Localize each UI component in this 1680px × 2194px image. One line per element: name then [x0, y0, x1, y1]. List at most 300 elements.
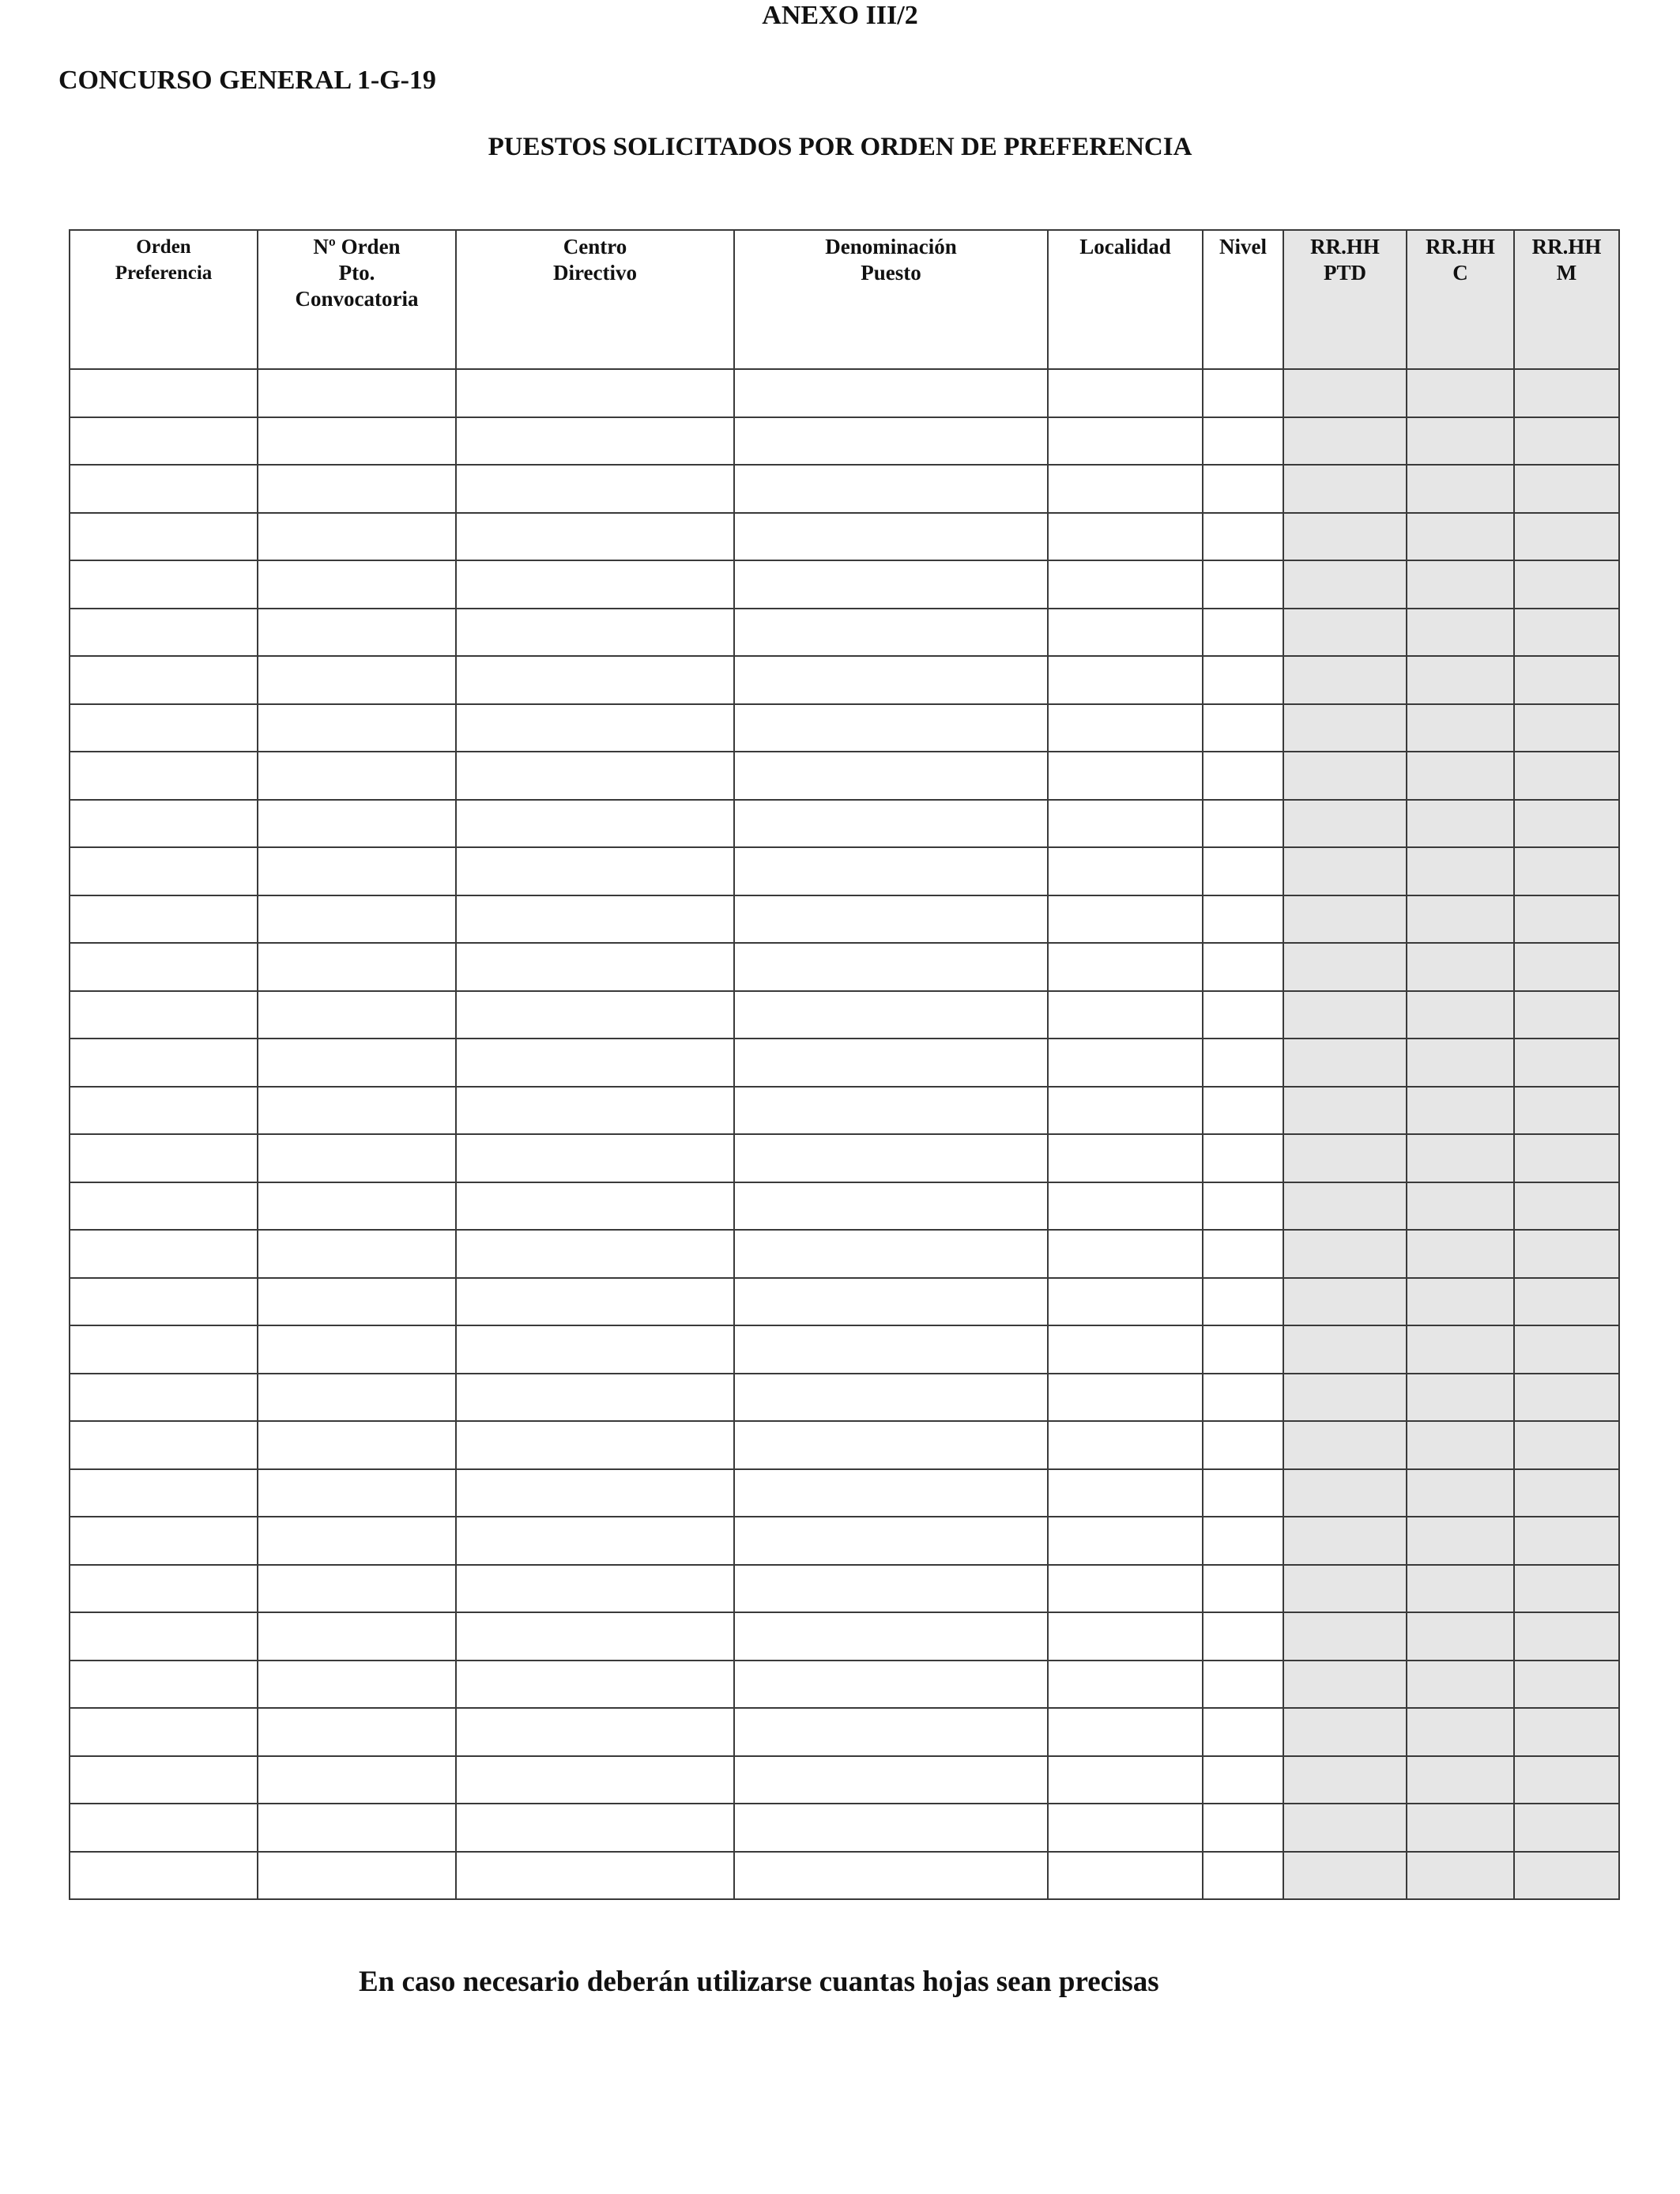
- table-cell: [1048, 752, 1203, 800]
- table-cell: [456, 369, 734, 417]
- table-cell: [70, 369, 258, 417]
- table-cell: [1407, 1565, 1514, 1613]
- table-cell: [258, 560, 456, 609]
- table-cell: [1407, 1469, 1514, 1517]
- table-cell: [1514, 943, 1619, 991]
- table-cell: [734, 1517, 1048, 1565]
- table-cell: [70, 656, 258, 704]
- table-cell: [1203, 1182, 1283, 1231]
- table-cell: [258, 704, 456, 752]
- table-cell: [1514, 1756, 1619, 1804]
- column-header-numero-orden: Nº Orden Pto. Convocatoria: [258, 230, 456, 369]
- table-cell: [1048, 1756, 1203, 1804]
- table-cell: [1048, 1469, 1203, 1517]
- table-cell: [258, 1230, 456, 1278]
- table-cell: [1283, 1804, 1407, 1852]
- table-cell: [70, 1517, 258, 1565]
- table-cell: [1048, 1325, 1203, 1374]
- table-cell: [1203, 1565, 1283, 1613]
- table-cell: [1514, 1612, 1619, 1661]
- table-cell: [1514, 800, 1619, 848]
- table-cell: [258, 752, 456, 800]
- table-cell: [456, 1039, 734, 1087]
- table-cell: [258, 1852, 456, 1900]
- table-row: [70, 560, 1619, 609]
- table-cell: [734, 1039, 1048, 1087]
- table-cell: [1407, 895, 1514, 944]
- table-cell: [1283, 1756, 1407, 1804]
- table-cell: [456, 1374, 734, 1422]
- table-cell: [1203, 1517, 1283, 1565]
- table-cell: [456, 991, 734, 1039]
- table-cell: [1514, 1039, 1619, 1087]
- table-cell: [1048, 1804, 1203, 1852]
- table-cell: [734, 1469, 1048, 1517]
- column-header-nivel: Nivel: [1203, 230, 1283, 369]
- table-cell: [1514, 1134, 1619, 1182]
- table-cell: [456, 1661, 734, 1709]
- table-row: [70, 1325, 1619, 1374]
- table-cell: [1048, 560, 1203, 609]
- table-cell: [456, 609, 734, 657]
- table-cell: [70, 1230, 258, 1278]
- table-cell: [456, 895, 734, 944]
- table-cell: [1048, 1708, 1203, 1756]
- column-header-rrhh-ptd: RR.HH PTD: [1283, 230, 1407, 369]
- column-header-localidad: Localidad: [1048, 230, 1203, 369]
- table-cell: [1048, 513, 1203, 561]
- table-row: [70, 1804, 1619, 1852]
- table-cell: [70, 1469, 258, 1517]
- table-cell: [1514, 656, 1619, 704]
- table-cell: [1048, 1278, 1203, 1326]
- table-row: [70, 991, 1619, 1039]
- table-cell: [1407, 513, 1514, 561]
- annex-title: ANEXO III/2: [762, 1, 918, 30]
- table-cell: [1407, 1039, 1514, 1087]
- table-cell: [1048, 895, 1203, 944]
- table-cell: [456, 847, 734, 895]
- table-cell: [734, 752, 1048, 800]
- table-cell: [258, 656, 456, 704]
- table-cell: [70, 513, 258, 561]
- table-row: [70, 465, 1619, 513]
- table-cell: [1407, 1230, 1514, 1278]
- table-cell: [258, 1469, 456, 1517]
- table-cell: [456, 1134, 734, 1182]
- section-title: PUESTOS SOLICITADOS POR ORDEN DE PREFERENCIA: [488, 133, 1192, 161]
- table-cell: [1407, 1278, 1514, 1326]
- table-cell: [1407, 1612, 1514, 1661]
- table-cell: [1203, 847, 1283, 895]
- table-cell: [1407, 847, 1514, 895]
- table-cell: [1407, 1134, 1514, 1182]
- table-cell: [1514, 369, 1619, 417]
- table-cell: [1283, 1708, 1407, 1756]
- table-cell: [258, 1661, 456, 1709]
- table-cell: [734, 609, 1048, 657]
- table-cell: [258, 1756, 456, 1804]
- table-cell: [1048, 943, 1203, 991]
- table-cell: [258, 1325, 456, 1374]
- table-cell: [1514, 1469, 1619, 1517]
- table-cell: [1514, 991, 1619, 1039]
- table-cell: [1203, 417, 1283, 466]
- table-cell: [1048, 417, 1203, 466]
- table-cell: [1283, 1852, 1407, 1900]
- table-cell: [70, 560, 258, 609]
- table-cell: [734, 1852, 1048, 1900]
- table-cell: [456, 560, 734, 609]
- table-cell: [1283, 943, 1407, 991]
- column-header-denominacion-puesto: Denominación Puesto: [734, 230, 1048, 369]
- table-cell: [734, 1708, 1048, 1756]
- table-cell: [456, 1804, 734, 1852]
- table-cell: [734, 417, 1048, 466]
- table-cell: [456, 513, 734, 561]
- table-cell: [1283, 752, 1407, 800]
- table-cell: [258, 800, 456, 848]
- table-row: [70, 847, 1619, 895]
- table-cell: [1283, 1230, 1407, 1278]
- table-cell: [1048, 656, 1203, 704]
- table-cell: [1514, 560, 1619, 609]
- table-cell: [70, 752, 258, 800]
- table-row: [70, 1852, 1619, 1900]
- table-cell: [70, 609, 258, 657]
- table-cell: [1203, 1469, 1283, 1517]
- table-cell: [1048, 1182, 1203, 1231]
- table-cell: [1203, 1612, 1283, 1661]
- table-row: [70, 1087, 1619, 1135]
- table-row: [70, 943, 1619, 991]
- table-cell: [1407, 1087, 1514, 1135]
- table-cell: [1514, 752, 1619, 800]
- table-row: [70, 1565, 1619, 1613]
- table-cell: [1203, 656, 1283, 704]
- table-cell: [456, 1278, 734, 1326]
- table-cell: [1407, 1182, 1514, 1231]
- column-header-rrhh-c: RR.HH C: [1407, 230, 1514, 369]
- table-row: [70, 1421, 1619, 1469]
- table-cell: [258, 1612, 456, 1661]
- table-cell: [1048, 1612, 1203, 1661]
- table-cell: [1407, 417, 1514, 466]
- table-cell: [1203, 943, 1283, 991]
- table-cell: [1283, 1612, 1407, 1661]
- table-cell: [734, 1325, 1048, 1374]
- table-cell: [70, 895, 258, 944]
- table-cell: [1048, 704, 1203, 752]
- table-body: [70, 369, 1619, 1899]
- table-cell: [1514, 1278, 1619, 1326]
- table-cell: [1514, 1804, 1619, 1852]
- preferences-table: [69, 229, 1620, 1900]
- table-cell: [1514, 1565, 1619, 1613]
- table-cell: [1514, 1661, 1619, 1709]
- table-cell: [1203, 1039, 1283, 1087]
- table-cell: [258, 847, 456, 895]
- table-cell: [1514, 1708, 1619, 1756]
- table-header-row: [70, 230, 1619, 369]
- table-cell: [258, 1565, 456, 1613]
- table-row: [70, 752, 1619, 800]
- table-cell: [1407, 656, 1514, 704]
- table-cell: [456, 943, 734, 991]
- table-cell: [1283, 369, 1407, 417]
- table-cell: [1283, 847, 1407, 895]
- table-cell: [258, 609, 456, 657]
- table-row: [70, 1134, 1619, 1182]
- table-cell: [1407, 1325, 1514, 1374]
- table-cell: [1283, 1565, 1407, 1613]
- table-cell: [734, 1565, 1048, 1613]
- table-cell: [1283, 465, 1407, 513]
- table-cell: [734, 1804, 1048, 1852]
- table-cell: [1048, 1852, 1203, 1900]
- table-cell: [1407, 991, 1514, 1039]
- table-cell: [734, 704, 1048, 752]
- table-cell: [1283, 1469, 1407, 1517]
- table-cell: [1514, 1230, 1619, 1278]
- table-cell: [1407, 1661, 1514, 1709]
- footer-note: En caso necesario deberán utilizarse cuantas hojas sean precisas: [359, 1966, 1159, 1998]
- table-cell: [456, 1708, 734, 1756]
- table-cell: [258, 895, 456, 944]
- table-cell: [456, 1469, 734, 1517]
- table-cell: [1203, 1374, 1283, 1422]
- table-cell: [734, 513, 1048, 561]
- table-cell: [258, 1278, 456, 1326]
- table-cell: [1203, 704, 1283, 752]
- table-cell: [1407, 609, 1514, 657]
- table-cell: [456, 1756, 734, 1804]
- table-cell: [456, 1230, 734, 1278]
- table-row: [70, 1517, 1619, 1565]
- table-cell: [1407, 465, 1514, 513]
- table-cell: [1514, 1852, 1619, 1900]
- table-cell: [456, 800, 734, 848]
- table-cell: [258, 1708, 456, 1756]
- table-cell: [70, 417, 258, 466]
- table-cell: [734, 1182, 1048, 1231]
- table-cell: [1048, 1421, 1203, 1469]
- table-cell: [1203, 465, 1283, 513]
- table-cell: [1514, 1517, 1619, 1565]
- table-row: [70, 417, 1619, 466]
- table-cell: [1514, 847, 1619, 895]
- table-cell: [1407, 1852, 1514, 1900]
- contest-title: CONCURSO GENERAL 1-G-19: [58, 66, 436, 95]
- table-cell: [1407, 752, 1514, 800]
- table-cell: [70, 1565, 258, 1613]
- table-cell: [1283, 560, 1407, 609]
- table-cell: [70, 1278, 258, 1326]
- table-cell: [1514, 1182, 1619, 1231]
- table-cell: [1283, 800, 1407, 848]
- table-cell: [734, 1374, 1048, 1422]
- table-cell: [258, 1374, 456, 1422]
- table-cell: [70, 943, 258, 991]
- table-cell: [70, 1661, 258, 1709]
- table-cell: [734, 1230, 1048, 1278]
- table-cell: [456, 656, 734, 704]
- table-row: [70, 1230, 1619, 1278]
- table-cell: [1203, 609, 1283, 657]
- table-cell: [1283, 1661, 1407, 1709]
- table-cell: [456, 1421, 734, 1469]
- table-row: [70, 609, 1619, 657]
- table-cell: [1407, 1804, 1514, 1852]
- table-cell: [734, 1421, 1048, 1469]
- table-cell: [1203, 800, 1283, 848]
- table-row: [70, 369, 1619, 417]
- table-cell: [1283, 1182, 1407, 1231]
- table-cell: [456, 1852, 734, 1900]
- table-cell: [70, 1852, 258, 1900]
- table-cell: [1203, 513, 1283, 561]
- table-cell: [734, 895, 1048, 944]
- table-cell: [258, 1517, 456, 1565]
- table-row: [70, 1612, 1619, 1661]
- column-header-centro-directivo: Centro Directivo: [456, 230, 734, 369]
- table-cell: [1048, 1039, 1203, 1087]
- table-cell: [1048, 1230, 1203, 1278]
- table-cell: [1407, 1756, 1514, 1804]
- table-cell: [1203, 1134, 1283, 1182]
- table-cell: [1407, 704, 1514, 752]
- table-cell: [456, 1612, 734, 1661]
- table-cell: [1407, 1708, 1514, 1756]
- table-cell: [734, 1087, 1048, 1135]
- table-cell: [1514, 895, 1619, 944]
- table-cell: [70, 465, 258, 513]
- table-cell: [1048, 800, 1203, 848]
- table-cell: [70, 1374, 258, 1422]
- table-cell: [1203, 1421, 1283, 1469]
- table-cell: [70, 1182, 258, 1231]
- table-cell: [734, 465, 1048, 513]
- table-cell: [70, 847, 258, 895]
- table-cell: [734, 847, 1048, 895]
- table-cell: [258, 1134, 456, 1182]
- table-cell: [456, 1565, 734, 1613]
- table-cell: [1203, 1804, 1283, 1852]
- table-cell: [258, 1421, 456, 1469]
- table-cell: [734, 1661, 1048, 1709]
- table-cell: [70, 1134, 258, 1182]
- table-cell: [258, 417, 456, 466]
- table-cell: [1283, 895, 1407, 944]
- table-cell: [1514, 1087, 1619, 1135]
- table-cell: [1283, 656, 1407, 704]
- table-cell: [1283, 1374, 1407, 1422]
- table-cell: [456, 752, 734, 800]
- table-cell: [456, 1517, 734, 1565]
- table-cell: [1407, 1517, 1514, 1565]
- table-row: [70, 1756, 1619, 1804]
- table-cell: [1203, 1708, 1283, 1756]
- column-header-orden-preferencia: Orden Preferencia: [70, 230, 258, 369]
- table-cell: [258, 513, 456, 561]
- table-row: [70, 1278, 1619, 1326]
- table-cell: [70, 991, 258, 1039]
- table-cell: [1048, 991, 1203, 1039]
- table-cell: [1048, 1374, 1203, 1422]
- table-cell: [1283, 513, 1407, 561]
- table-cell: [456, 704, 734, 752]
- column-header-rrhh-m: RR.HH M: [1514, 230, 1619, 369]
- table-cell: [1407, 800, 1514, 848]
- table-cell: [456, 1087, 734, 1135]
- table-cell: [1283, 1039, 1407, 1087]
- table-cell: [1514, 465, 1619, 513]
- table-cell: [734, 1612, 1048, 1661]
- table-cell: [258, 1182, 456, 1231]
- table-cell: [258, 1804, 456, 1852]
- table-cell: [734, 1278, 1048, 1326]
- table-cell: [1283, 1517, 1407, 1565]
- table-cell: [1407, 560, 1514, 609]
- table-cell: [1514, 704, 1619, 752]
- table-row: [70, 1469, 1619, 1517]
- table-cell: [734, 800, 1048, 848]
- table-cell: [1283, 1134, 1407, 1182]
- table-cell: [1283, 609, 1407, 657]
- table-cell: [1514, 1374, 1619, 1422]
- table-cell: [1203, 369, 1283, 417]
- table-cell: [1048, 1661, 1203, 1709]
- table-cell: [70, 1039, 258, 1087]
- table-cell: [1048, 847, 1203, 895]
- table-cell: [1283, 991, 1407, 1039]
- table-cell: [1203, 991, 1283, 1039]
- table-cell: [456, 465, 734, 513]
- table-cell: [456, 1325, 734, 1374]
- table-cell: [1407, 369, 1514, 417]
- table-cell: [258, 943, 456, 991]
- table-cell: [734, 991, 1048, 1039]
- table-cell: [70, 1804, 258, 1852]
- table-cell: [70, 1087, 258, 1135]
- table-row: [70, 1374, 1619, 1422]
- table-cell: [1514, 1325, 1619, 1374]
- table-cell: [1203, 752, 1283, 800]
- table-cell: [70, 1756, 258, 1804]
- table-row: [70, 1039, 1619, 1087]
- table-cell: [1048, 1134, 1203, 1182]
- table-cell: [258, 465, 456, 513]
- table-cell: [70, 1325, 258, 1374]
- table-cell: [456, 1182, 734, 1231]
- table-cell: [1048, 1565, 1203, 1613]
- table-cell: [734, 560, 1048, 609]
- table-cell: [70, 1612, 258, 1661]
- table-cell: [1048, 369, 1203, 417]
- table-row: [70, 513, 1619, 561]
- table-cell: [1283, 704, 1407, 752]
- table-cell: [1203, 1278, 1283, 1326]
- table-cell: [1283, 1325, 1407, 1374]
- table-row: [70, 895, 1619, 944]
- table-cell: [1203, 1852, 1283, 1900]
- table-cell: [258, 991, 456, 1039]
- table-cell: [734, 1134, 1048, 1182]
- table-cell: [1203, 1661, 1283, 1709]
- table-cell: [1407, 943, 1514, 991]
- table-cell: [1514, 513, 1619, 561]
- table-cell: [1203, 1325, 1283, 1374]
